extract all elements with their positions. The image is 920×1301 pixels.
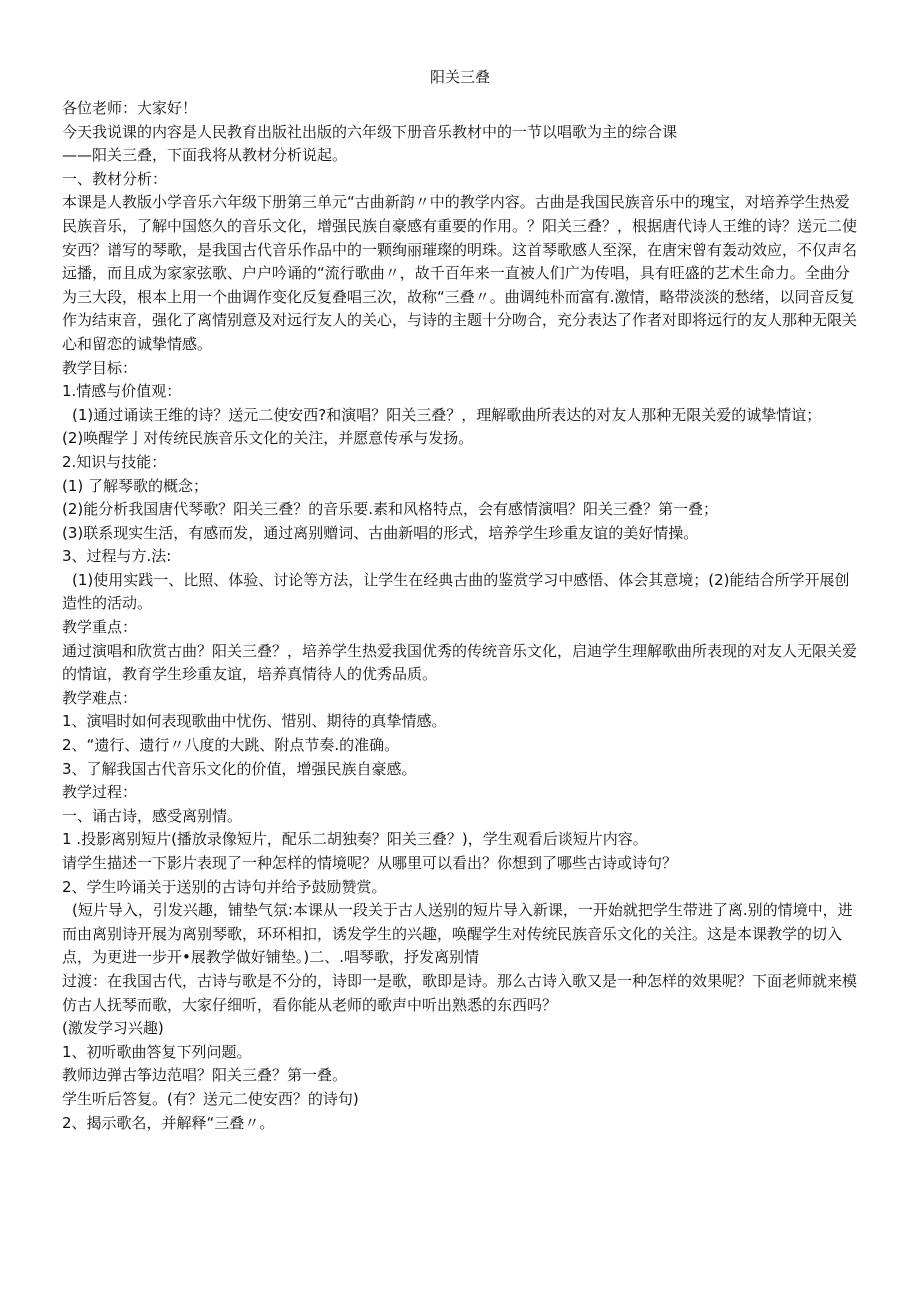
intro-line-2: ——阳关三叠，下面我将从教材分析说起。 — [62, 146, 348, 165]
section-heading-teaching-goals: 教学目标： — [62, 358, 138, 377]
greeting: 各位老师：大家好！ — [62, 99, 198, 117]
paragraph-textbook-analysis: 本课是人教版小学音乐六年级下册第三单元“古曲新韵〃中的教学内容。古曲是我国民族音乐中的瑰宝，对培养学生热爱民族音乐，了解中国悠久的音乐文化，增强民族自豪感有重要的作用。？阳关三叠？，根据唐代诗人王维的诗？送元二使安西？谱写的琴歌，是我国古代音乐作品中的一颗绚丽璀璨的明珠。这首琴歌感人至深，在唐宋曾有轰动效应，不仅声名远播，而且成为家家弦歌、户户吟诵的“流行歌曲〃，故千百年来一直被人们广为传唱，具有旺盛的艺术生命力。全曲分为三大段，根本上用一个曲调作变化反复叠唱三次，故称“三叠〃。曲调纯朴而富有.激情，略带淡淡的愁绪，以同音反复作为结束音，强化了离情别意及对远行友人的关心，与诗的主题十分吻合，充分表达了作者对即将远行的友人那种无限关心和留恋的诚挚情感。 — [62, 193, 858, 353]
list-item: (1)通过诵读王维的诗？送元二使安西?和演唱？阳关三叠？，理解歌曲所表达的对友人那种无限关爱的诚挚情谊； — [72, 405, 822, 424]
paragraph: (激发学习兴趣) — [62, 1019, 164, 1038]
paragraph: 教师边弹古筝边范唱？阳关三叠？第一叠。 — [62, 1066, 348, 1085]
list-item: 3、了解我国古代音乐文化的价值，增强民族自豪感。 — [62, 759, 417, 778]
subheading-knowledge-skills: 2.知识与技能： — [62, 452, 167, 471]
list-item: 1 .投影离别短片(播放录像短片，配乐二胡独奏？阳关三叠？)，学生观看后谈短片内容。 — [62, 830, 648, 849]
paragraph-key-points: 通过演唱和欣赏古曲？阳关三叠？，培养学生热爱我国优秀的传统音乐文化，启迪学生理解歌曲所表现的对友人无限关爱的情谊，教育学生珍重友谊，培养真情待人的优秀品质。 — [62, 641, 858, 684]
list-item: (2)能分析我国唐代琴歌？阳关三叠？的音乐要.素和风格特点，会有感情演唱？阳关三叠？第一叠； — [62, 500, 719, 519]
paragraph-transition: 过渡：在我国古代，古诗与歌是不分的，诗即一是歌，歌即是诗。那么古诗入歌又是一种怎样的效果呢？下面老师就来模仿古人抚琴而歌，大家仔细听，看你能从老师的歌声中听出熟悉的东西吗？ — [62, 971, 858, 1014]
list-item: 2、揭示歌名，并解释“三叠〃。 — [62, 1113, 275, 1132]
list-item: (3)联系现实生活，有感而发，通过离别赠词、古曲新唱的形式，培养学生珍重友谊的美好情操。 — [62, 523, 699, 542]
section-heading-process: 教学过程： — [62, 783, 138, 802]
paragraph: 学生听后答复。(有？送元二使安西？的诗句) — [62, 1089, 359, 1108]
list-item: 1、演唱时如何表现歌曲中忧伤、惜别、期待的真挚情感。 — [62, 712, 447, 731]
list-item: (1)使用实践一、比照、体验、讨论等方法，让学生在经典古曲的鉴赏学习中感悟、体会其意境；(2)能结合所学开展创造性的活动。 — [62, 570, 850, 613]
paragraph: 请学生描述一下影片表现了一种怎样的情境呢？从哪里可以看出？你想到了哪些古诗或诗句？ — [62, 854, 678, 872]
list-item: 2、学生吟诵关于送别的古诗句并给予鼓励赞赏。 — [62, 877, 387, 896]
paragraph-note: (短片导入，引发兴趣，铺垫气氛:本课从一段关于古人送别的短片导入新课，一开始就把学生带进了离.别的情境中，进而由离别诗开展为离别琴歌，环环相扣，诱发学生的兴趣，唤醒学生对传统民族音乐文化的关注。这是本课教学的切入点，为更进一步开•展教学做好铺垫。)二、.唱琴歌，抒发离别情 — [62, 901, 853, 967]
subheading-step-one: 一、诵古诗，感受离别情。 — [62, 806, 243, 825]
section-heading-difficulties: 教学难点： — [62, 688, 138, 707]
document-title: 阳关三叠 — [429, 68, 490, 86]
subheading-emotion-values: 1.情感与价值观： — [62, 382, 182, 401]
list-item: (1) 了解琴歌的概念； — [62, 476, 209, 495]
list-item: (2)唤醒学亅对传统民族音乐文化的关注，并愿意传承与发扬。 — [62, 429, 474, 448]
document-body — [62, 97, 862, 1135]
intro-line-1: 今天我说课的内容是人民教育出版社出版的六年级下册音乐教材中的一节以唱歌为主的综合课 — [62, 122, 678, 141]
section-heading-textbook-analysis: 一、教材分析： — [62, 169, 168, 188]
section-heading-key-points: 教学重点： — [62, 618, 138, 637]
list-item: 1、初听歌曲答复下列问题。 — [62, 1042, 252, 1061]
subheading-process-methods: 3、过程与方.法: — [62, 547, 172, 566]
list-item: 2、“遗行、遗行〃八度的大跳、附点节奏.的准确。 — [62, 736, 400, 755]
